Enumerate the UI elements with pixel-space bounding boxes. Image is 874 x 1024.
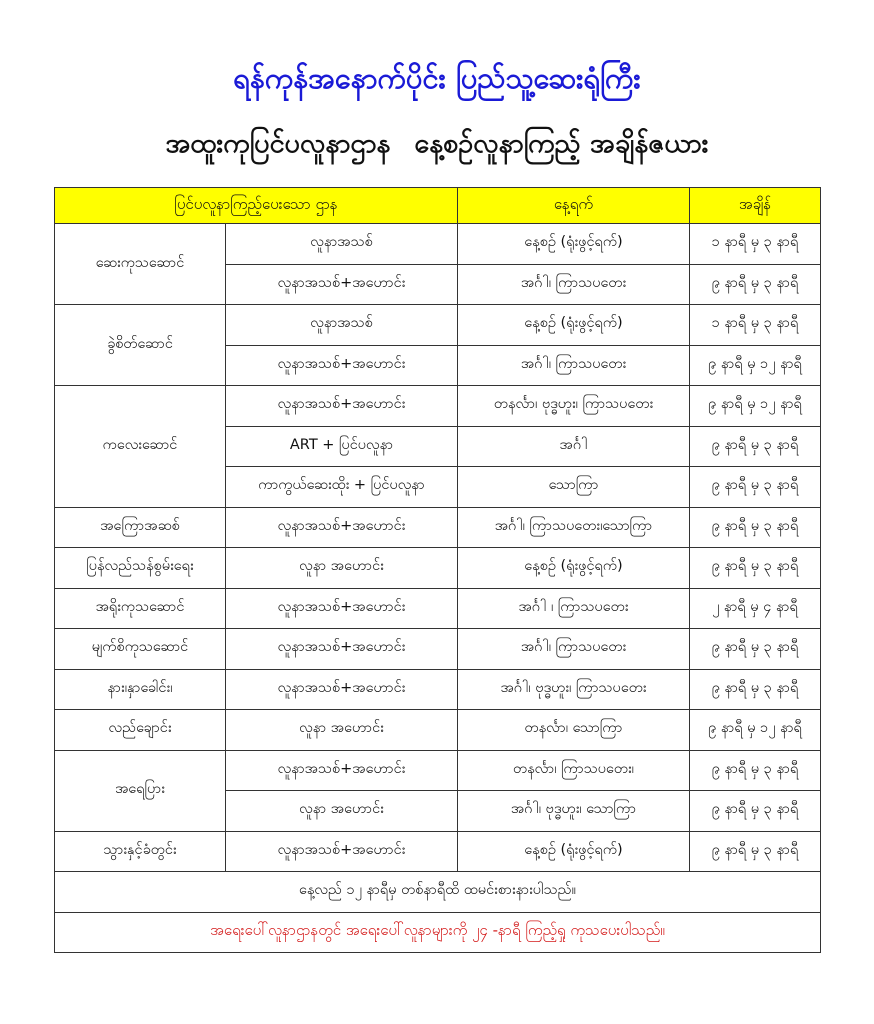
day-cell: နေ့စဉ် (ရုံးဖွင့်ရက်) [458, 305, 690, 346]
patient-type-cell: လူနာအသစ်+အဟောင်း [226, 345, 458, 386]
patient-type-cell: လူနာအသစ်+အဟောင်း [226, 386, 458, 427]
col-header-time: အချိန် [690, 188, 821, 224]
patient-type-cell: ကာကွယ်ဆေးထိုး + ပြင်ပလူနာ [226, 467, 458, 508]
col-header-day: နေ့ရက် [458, 188, 690, 224]
table-row [55, 669, 821, 710]
dept-cell: နား၊နှာခေါင်း၊ [55, 669, 226, 710]
day-cell: အင်္ဂါ၊ ကြာသပတေး [458, 264, 690, 305]
time-cell: ၉ နာရီ မှ ၃ နာရီ [690, 507, 821, 548]
table-row [55, 224, 821, 265]
time-cell: ၉ နာရီ မှ ၃ နာရီ [690, 629, 821, 670]
time-cell: ၉ နာရီ မှ ၃ နာရီ [690, 467, 821, 508]
time-cell: ၉ နာရီ မှ ၃ နာရီ [690, 669, 821, 710]
subtitle-schedule: နေ့စဉ်လူနာကြည့် အချိန်ဇယား [414, 128, 709, 159]
day-cell: အင်္ဂါ [458, 426, 690, 467]
emergency-note: အရေးပေါ်လူနာဌာနတွင် အရေးပေါ်လူနာများကို ၂၄ -နာရီ ကြည့်ရှု ကုသပေးပါသည်။ [55, 912, 821, 953]
day-cell: နေ့စဉ် (ရုံးဖွင့်ရက်) [458, 548, 690, 589]
patient-type-cell: လူနာအသစ် [226, 224, 458, 265]
day-cell: တနင်္လာ၊ သောကြာ [458, 710, 690, 751]
day-cell: တနင်္လာ၊ ဗုဒ္ဓဟူး၊ ကြာသပတေး [458, 386, 690, 427]
table-row [55, 507, 821, 548]
patient-type-cell: လူနာအသစ်+အဟောင်း [226, 588, 458, 629]
time-cell: ၂ နာရီ မှ ၄ နာရီ [690, 588, 821, 629]
table-row [55, 831, 821, 872]
schedule-subtitle [0, 124, 874, 164]
patient-type-cell: လူနာအသစ်+အဟောင်း [226, 831, 458, 872]
table-row [55, 305, 821, 346]
time-cell: ၉ နာရီ မှ ၁၂ နာရီ [690, 386, 821, 427]
time-cell: ၉ နာရီ မှ ၁၂ နာရီ [690, 710, 821, 751]
day-cell: သောကြာ [458, 467, 690, 508]
dept-cell: အရိုးကုသဆောင် [55, 588, 226, 629]
day-cell: တနင်္လာ၊ ကြာသပတေး၊ [458, 750, 690, 791]
dept-cell: ကလေးဆောင် [55, 386, 226, 508]
patient-type-cell: လူနာ အဟောင်း [226, 791, 458, 832]
day-cell: အင်္ဂါ၊ ကြာသပတေး [458, 629, 690, 670]
time-cell: ၉ နာရီ မှ ၃ နာရီ [690, 750, 821, 791]
dept-cell: သွားနှင့်ခံတွင်း [55, 831, 226, 872]
col-header-department: ပြင်ပလူနာကြည့်ပေးသော ဌာန [55, 188, 458, 224]
dept-cell: အရေပြား [55, 750, 226, 831]
table-row [55, 750, 821, 791]
dept-cell: ဆေးကုသဆောင် [55, 224, 226, 305]
time-cell: ၉ နာရီ မှ ၁၂ နာရီ [690, 345, 821, 386]
day-cell: အင်္ဂါ၊ ဗုဒ္ဓဟူး၊ သောကြာ [458, 791, 690, 832]
dept-cell: အကြောအဆစ် [55, 507, 226, 548]
schedule-table [54, 187, 821, 953]
hospital-title: ရန်ကုန်အနောက်ပိုင်း ပြည်သူ့ဆေးရုံကြီး [233, 61, 641, 95]
day-cell: နေ့စဉ် (ရုံးဖွင့်ရက်) [458, 831, 690, 872]
table-row [55, 629, 821, 670]
patient-type-cell: လူနာ အဟောင်း [226, 548, 458, 589]
day-cell: အင်္ဂါ၊ ကြာသပတေး၊သောကြာ [458, 507, 690, 548]
time-cell: ၁ နာရီ မှ ၃ နာရီ [690, 224, 821, 265]
table-row [55, 548, 821, 589]
time-cell: ၉ နာရီ မှ ၃ နာရီ [690, 548, 821, 589]
patient-type-cell: လူနာအသစ်+အဟောင်း [226, 507, 458, 548]
patient-type-cell: လူနာ အဟောင်း [226, 710, 458, 751]
lunch-note-row [55, 872, 821, 913]
table-row [55, 710, 821, 751]
time-cell: ၁ နာရီ မှ ၃ နာရီ [690, 305, 821, 346]
day-cell: နေ့စဉ် (ရုံးဖွင့်ရက်) [458, 224, 690, 265]
subtitle-department: အထူးကုပြင်ပလူနာဌာန [165, 128, 391, 159]
table-row [55, 386, 821, 427]
patient-type-cell: ART + ပြင်ပလူနာ [226, 426, 458, 467]
dept-cell: မျက်စိကုသဆောင် [55, 629, 226, 670]
time-cell: ၉ နာရီ မှ ၃ နာရီ [690, 791, 821, 832]
table-header-row [55, 188, 821, 224]
patient-type-cell: လူနာအသစ်+အဟောင်း [226, 629, 458, 670]
day-cell: အင်္ဂါ၊ ဗုဒ္ဓဟူး၊ ကြာသပတေး [458, 669, 690, 710]
day-cell: အင်္ဂါ ၊ ကြာသပတေး [458, 588, 690, 629]
lunch-note: နေ့လည် ၁၂ နာရီမှ တစ်နာရီထိ ထမင်းစားနားပါသည်။ [55, 872, 821, 913]
time-cell: ၉ နာရီ မှ ၃ နာရီ [690, 831, 821, 872]
patient-type-cell: လူနာအသစ် [226, 305, 458, 346]
patient-type-cell: လူနာအသစ်+အဟောင်း [226, 669, 458, 710]
patient-type-cell: လူနာအသစ်+အဟောင်း [226, 750, 458, 791]
dept-cell: လည်ချောင်း [55, 710, 226, 751]
dept-cell: ပြန်လည်သန်စွမ်းရေး [55, 548, 226, 589]
time-cell: ၉ နာရီ မှ ၃ နာရီ [690, 264, 821, 305]
time-cell: ၉ နာရီ မှ ၃ နာရီ [690, 426, 821, 467]
dept-cell: ခွဲစိတ်ဆောင် [55, 305, 226, 386]
table-row [55, 588, 821, 629]
emergency-note-row [55, 912, 821, 953]
day-cell: အင်္ဂါ၊ ကြာသပတေး [458, 345, 690, 386]
patient-type-cell: လူနာအသစ်+အဟောင်း [226, 264, 458, 305]
